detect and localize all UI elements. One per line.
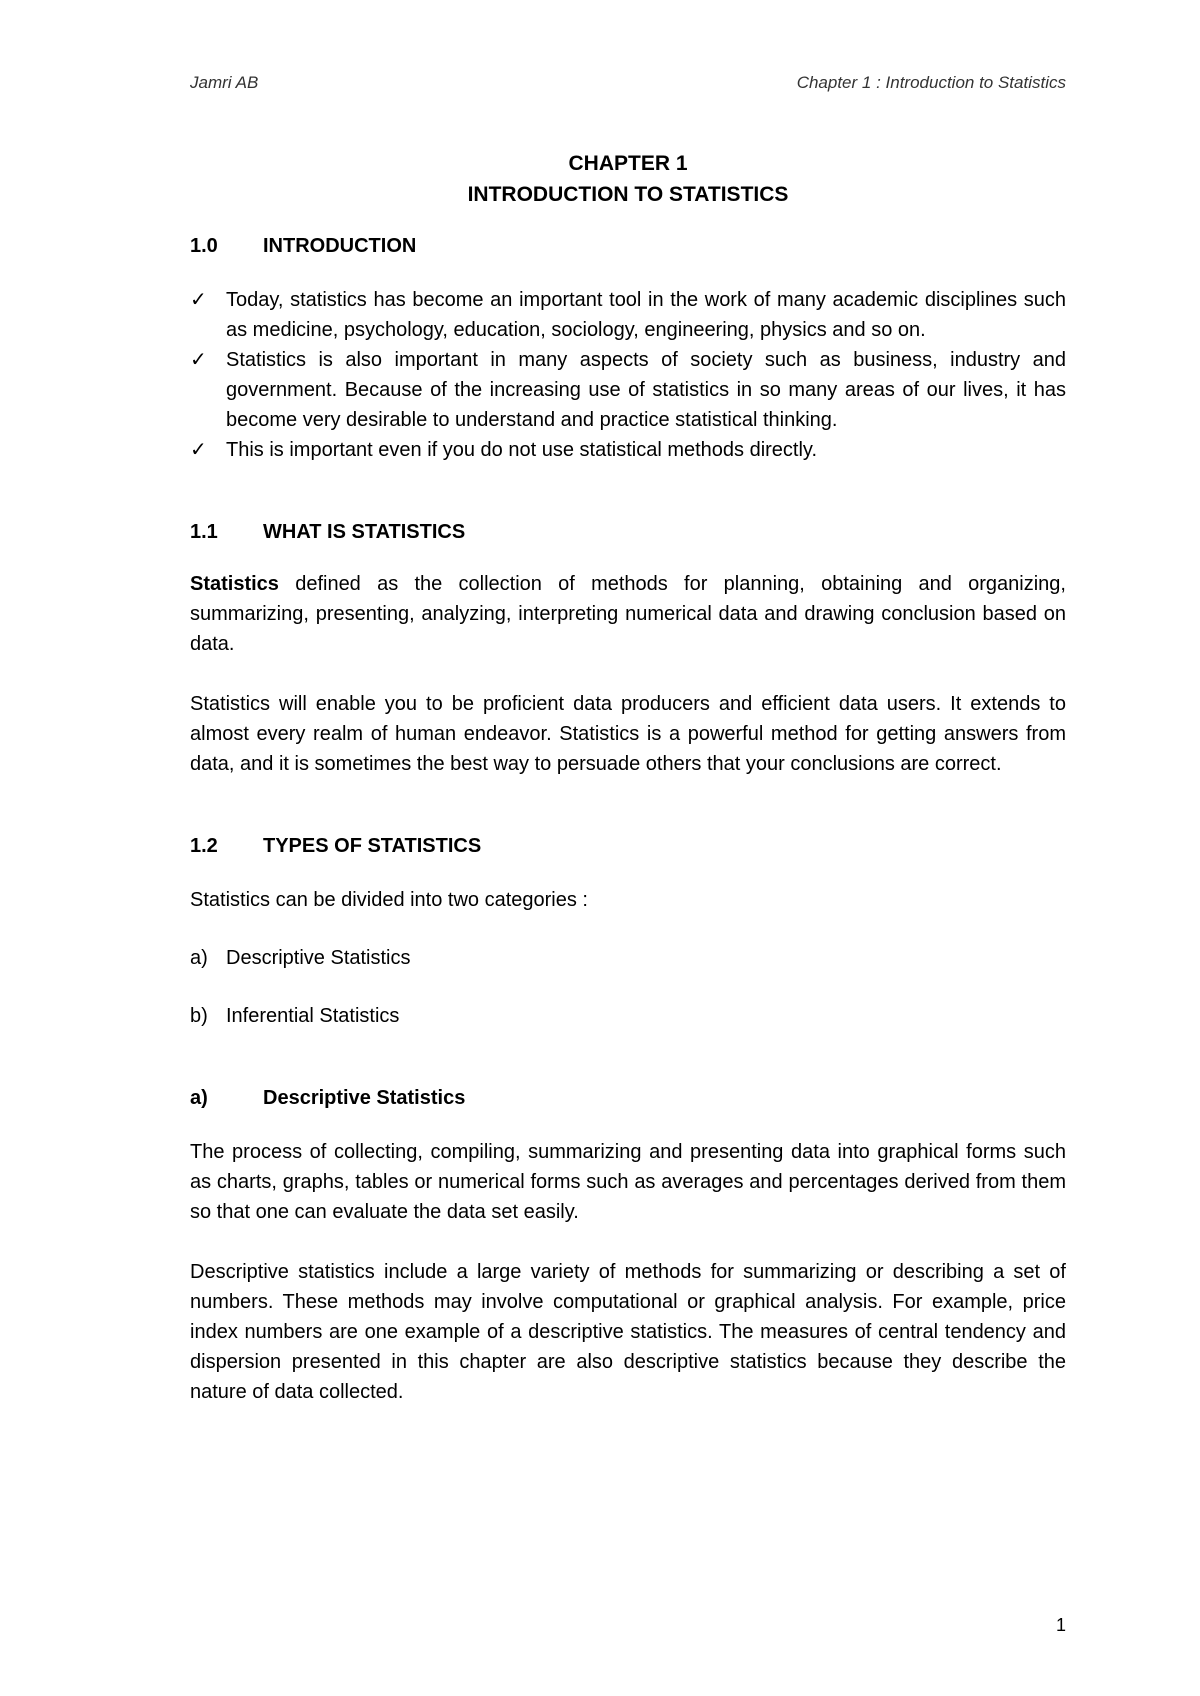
checkmark-icon: ✓: [190, 349, 207, 371]
paragraph: The process of collecting, compiling, summarizing and presenting data into graphical forms such as charts, graphs, tables or numerical forms such as averages and percentages derived from them so that one can evaluate the data set easily.: [190, 1141, 1066, 1223]
list-item: [190, 285, 1066, 345]
bullet-text: Statistics is also important in many aspects of society such as business, industry and government. Because of the increasing use of statistics in so many areas of our lives, it has become very desirable to understand and practice statistical thinking.: [226, 349, 1066, 431]
bullet-text: Today, statistics has become an important tool in the work of many academic disciplines such as medicine, psychology, education, sociology, engineering, physics and so on.: [226, 289, 1066, 341]
intro-bullet-list: [190, 285, 1066, 465]
item-text: Descriptive Statistics: [226, 947, 411, 969]
checkmark-icon: ✓: [190, 289, 207, 311]
section-title: INTRODUCTION: [263, 235, 417, 257]
section-heading-types: [190, 831, 1066, 861]
chapter-title: INTRODUCTION TO STATISTICS: [467, 183, 789, 206]
section-heading-intro: [190, 231, 1066, 261]
section-number: 1.0: [190, 235, 218, 257]
section-number: a): [190, 1087, 208, 1109]
list-item: [190, 435, 1066, 465]
section-heading-what: [190, 517, 1066, 547]
list-item: [190, 943, 1066, 973]
section-heading-descriptive: [190, 1083, 1066, 1113]
item-text: Inferential Statistics: [226, 1005, 400, 1027]
bullet-text: This is important even if you do not use statistical methods directly.: [226, 439, 818, 461]
definition-paragraph: [190, 569, 1066, 659]
header-author: Jamri AB: [190, 73, 259, 92]
paragraph: Statistics can be divided into two categories :: [190, 889, 588, 911]
section-title: WHAT IS STATISTICS: [263, 521, 466, 543]
section-number: 1.1: [190, 521, 218, 543]
section-title: Descriptive Statistics: [263, 1087, 466, 1109]
section-title: TYPES OF STATISTICS: [263, 835, 482, 857]
definition-text: defined as the collection of methods for planning, obtaining and organizing, summarizing, presenting, analyzing, interpreting numerical data and drawing conclusion based on data.: [190, 573, 1066, 655]
header-chapter-title: Chapter 1 : Introduction to Statistics: [796, 73, 1066, 92]
item-label: b): [190, 1005, 208, 1027]
list-item: [190, 1001, 1066, 1031]
paragraph: Descriptive statistics include a large variety of methods for summarizing or describing a set of numbers. These methods may involve computational or graphical analysis. For example, price index numbers are one example of a descriptive statistics. The measures of central tendency and dispersion presented in this chapter are also descriptive statistics because they describe the nature of data collected.: [190, 1261, 1066, 1403]
list-item: [190, 345, 1066, 435]
definition-term: Statistics: [190, 573, 279, 595]
page-number: 1: [1055, 1615, 1066, 1635]
item-label: a): [190, 947, 208, 969]
page-body: [190, 148, 1066, 1407]
paragraph: Statistics will enable you to be proficient data producers and efficient data users. It extends to almost every realm of human endeavor. Statistics is a powerful method for getting answers from data, and it is sometimes the best way to persuade others that your conclusions are correct.: [190, 693, 1066, 775]
section-number: 1.2: [190, 835, 218, 857]
chapter-number: CHAPTER 1: [568, 152, 688, 175]
checkmark-icon: ✓: [190, 439, 207, 461]
